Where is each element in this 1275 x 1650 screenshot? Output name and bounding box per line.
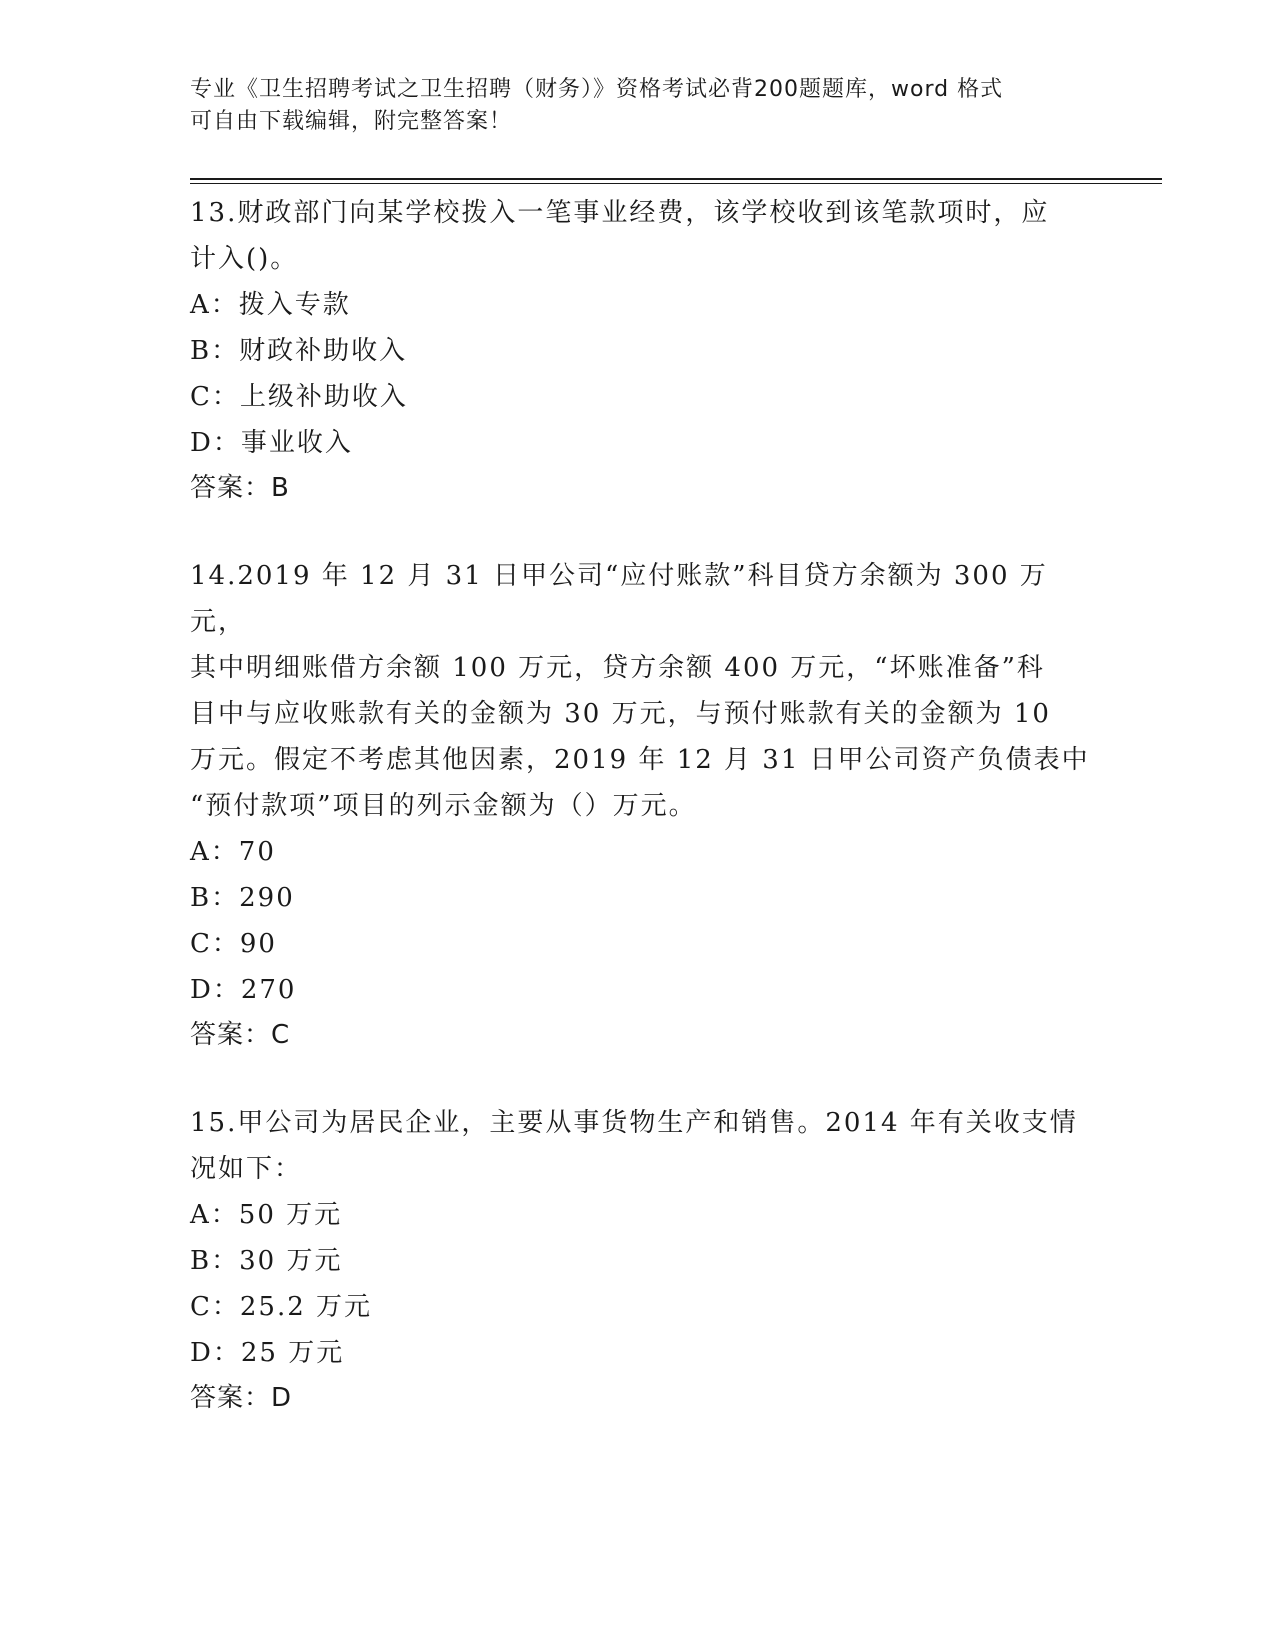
question-text-line: 15.甲公司为居民企业，主要从事货物生产和销售。2014 年有关收支情 [190, 1108, 1078, 1138]
option-c: C：上级补助收入 [190, 382, 408, 412]
question-14 [190, 553, 1090, 1057]
option-a: A：拨入专款 [190, 290, 351, 320]
option-a: A：70 [190, 837, 276, 867]
question-13 [190, 190, 1090, 510]
question-text-line: 况如下： [190, 1154, 303, 1184]
option-d: D：事业收入 [190, 428, 353, 458]
question-text-line: “预付款项”项目的列示金额为（）万元。 [190, 791, 697, 821]
option-a: A：50 万元 [190, 1200, 343, 1230]
option-c: C：90 [190, 929, 277, 959]
question-15 [190, 1100, 1090, 1420]
answer-label: 答案：D [190, 1383, 293, 1413]
answer-label: 答案：C [190, 1020, 291, 1050]
header-divider-thick [190, 178, 1162, 180]
option-b: B：30 万元 [190, 1246, 343, 1276]
answer-label: 答案：B [190, 473, 290, 503]
question-text-line: 其中明细账借方余额 100 万元，贷方余额 400 万元，“坏账准备”科 [190, 653, 1045, 683]
document-header [190, 74, 1070, 138]
option-b: B：财政补助收入 [190, 336, 408, 366]
option-d: D：270 [190, 975, 297, 1005]
header-line-2: 可自由下载编辑，附完整答案！ [190, 109, 513, 134]
question-text-line: 计入()。 [190, 244, 299, 274]
header-line-1: 专业《卫生招聘考试之卫生招聘（财务）》资格考试必背200题题库，word 格式 [190, 77, 1004, 102]
option-b: B：290 [190, 883, 295, 913]
question-text-line: 13.财政部门向某学校拨入一笔事业经费，该学校收到该笔款项时，应 [190, 198, 1050, 228]
option-c: C：25.2 万元 [190, 1292, 373, 1322]
question-text-line: 万元。假定不考虑其他因素，2019 年 12 月 31 日甲公司资产负债表中 [190, 745, 1090, 775]
header-divider-thin [190, 183, 1162, 184]
question-text-line: 目中与应收账款有关的金额为 30 万元，与预付账款有关的金额为 10 [190, 699, 1051, 729]
option-d: D：25 万元 [190, 1338, 345, 1368]
question-list [190, 190, 1090, 1463]
question-text-line: 14.2019 年 12 月 31 日甲公司“应付账款”科目贷方余额为 300 万元， [190, 561, 1048, 637]
